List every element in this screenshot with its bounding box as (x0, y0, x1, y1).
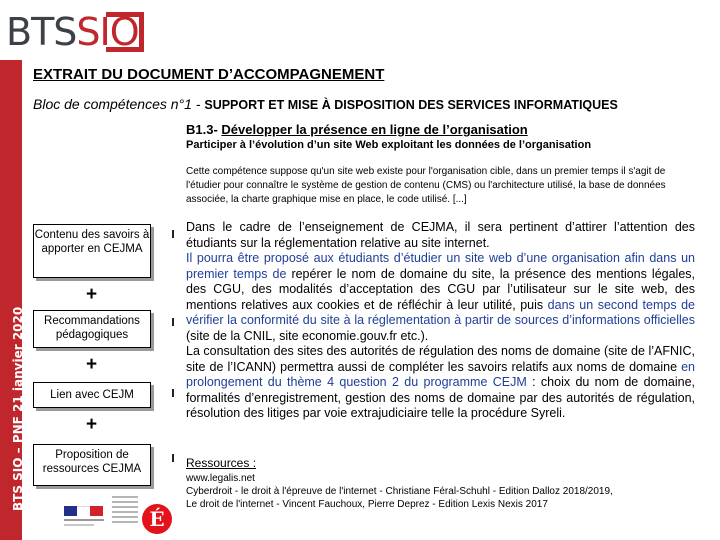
connector-mark (172, 389, 174, 397)
sidebar-text: BTS SIO – PNF 21 janvier 2020 (11, 306, 25, 511)
resource-item: Le droit de l'internet - Vincent Fauchoux, Pierre Deprez - Edition Lexis Nexis 2017 (186, 499, 548, 510)
content-p3-highlight-b: en prolongement du thème 4 question 2 du programme CEJM (186, 359, 695, 389)
box-lien-cejm (33, 382, 151, 408)
competence-subtitle: Participer à l’évolution d’un site Web exploitant les données de l’organisation (186, 139, 592, 151)
logo-part-bts: BTS (6, 10, 77, 54)
competence-code: B1.3- (186, 122, 222, 137)
content-p2-text-b: repérer le nom de domaine du site, la présence des mentions légales, des CGU, des modalités d’acceptation des CGU par l’utilisateur sur le site web, des mentions relatives aux cookies et de réfléchir à leur utilité, puis (186, 266, 695, 312)
btssio-logo (6, 8, 156, 56)
resources-list (186, 472, 706, 511)
box-contenu-savoirs (33, 224, 151, 278)
box-lien-cejm-label: Lien avec CEJM (50, 389, 134, 401)
logo-bracket (106, 12, 144, 52)
content-p3-text-a: La consultation des sites des autorités de régulation des noms de domaine (site de l’AFNIC, site de l’ICANN) permettra aussi de compléter les savoirs relatifs aux noms de domaine (186, 344, 695, 374)
box-contenu-savoirs-label: Contenu des savoirs à apporter en CEJMA (34, 229, 150, 255)
ministry-logo (64, 492, 174, 536)
connector-mark (172, 230, 174, 238)
resource-item: Cyberdroit - le droit à l'épreuve de l'internet - Christiane Féral-Schuhl - Edition Dalloz 2018/2019, (186, 486, 613, 497)
bloc-title: SUPPORT ET MISE À DISPOSITION DES SERVICES INFORMATIQUES (204, 98, 618, 112)
ministry-text-lines (112, 496, 138, 526)
content-paragraph-2 (186, 251, 695, 344)
plus-sign: + (86, 414, 98, 435)
box-proposition-ressources (33, 444, 151, 486)
main-content (186, 220, 695, 422)
education-emblem-icon: É (142, 504, 172, 534)
content-paragraph-3 (186, 344, 695, 422)
box-recommandations (33, 310, 151, 348)
resources-title: Ressources : (186, 456, 257, 470)
plus-sign: + (86, 354, 98, 375)
page-title: EXTRAIT DU DOCUMENT D’ACCOMPAGNEMENT (33, 66, 385, 83)
content-p2-highlight-c: dans un second temps de vérifier la conformité du site à la réglementation à partir de sources d’informations officielles (186, 297, 696, 327)
bloc-label: Bloc de compétences n°1 - (33, 96, 205, 112)
connector-mark (172, 318, 174, 326)
content-p2-text-d: (site de la CNIL, site economie.gouv.fr etc.). (186, 328, 429, 343)
competence-heading (186, 122, 528, 137)
box-proposition-ressources-label: Proposition de ressources CEJMA (42, 449, 142, 475)
logo-part-sio: SIO (76, 10, 139, 54)
content-p3-text-c: : choix du nom de domaine, formalités d’enregistrement, gestion des noms de domaine par des autorités de régulation, résolution des litiges par voie extrajudiciaire telle la procédure Syreli. (186, 375, 695, 420)
bloc-heading (33, 96, 618, 112)
competence-title: Développer la présence en ligne de l’organisation (221, 122, 528, 137)
plus-sign: + (86, 284, 98, 305)
competence-intro: Cette compétence suppose qu'un site web existe pour l'organisation cible, dans un premier temps il s'agit de l'étudier pour connaître le système de gestion de contenu (CMS) ou l'architecture utilisé, la base de données associée, la charte graphique mise en place, le code utilisé. [...] (186, 166, 666, 205)
box-recommandations-label: Recommandations pédagogiques (44, 315, 140, 341)
resource-link-legalis[interactable]: www.legalis.net (186, 473, 255, 484)
content-paragraph-1: Dans le cadre de l’enseignement de CEJMA, il sera pertinent d’attirer l’attention des étudiants sur la réglementation relative au site internet. (186, 220, 695, 250)
marianne-flag-icon (64, 506, 104, 530)
connector-mark (172, 454, 174, 462)
content-p2-highlight-a: Il pourra être proposé aux étudiants d’étudier un site web d’une organisation afin dans un premier temps de (186, 251, 695, 281)
